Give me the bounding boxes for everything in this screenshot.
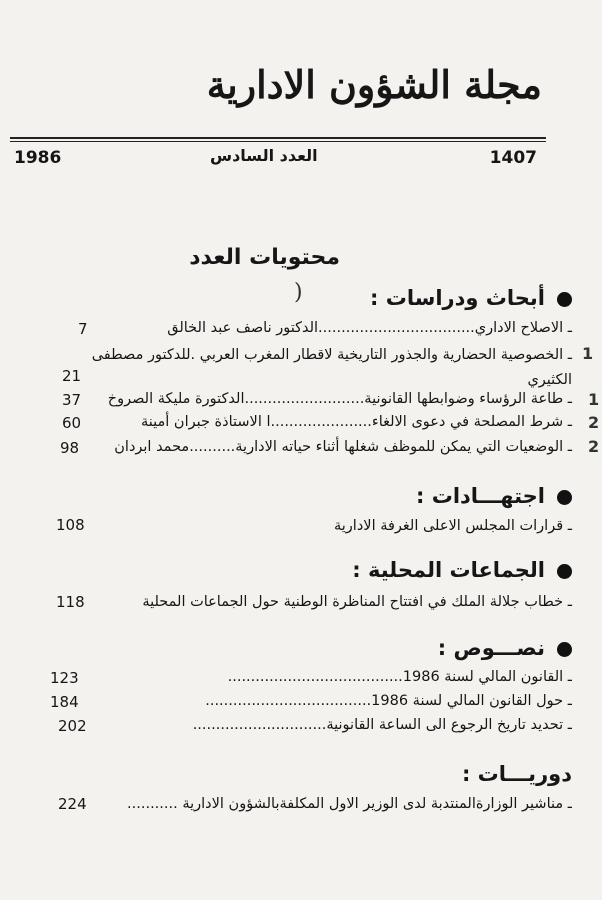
page-number: 118 (56, 593, 85, 611)
section-title: أبحاث ودراسات : (370, 286, 545, 310)
section-title: الجماعات المحلية : (352, 558, 545, 582)
page-number: 60 (62, 414, 82, 432)
section-jurisprudence (416, 484, 572, 508)
header-rule-bottom (10, 141, 546, 142)
section-periodicals (462, 762, 572, 786)
bullet-icon (557, 490, 572, 505)
section-research (370, 286, 572, 310)
section-title: نصـــوص : (437, 636, 545, 660)
toc-entry: ـ قرارات المجلس الاعلى الغرفة الادارية (334, 518, 572, 534)
page-number: 123 (50, 669, 79, 687)
issue-number: العدد السادس (210, 146, 318, 165)
year-hijri: 1407 (489, 148, 537, 168)
toc-entry: ـ تحديد تاريخ الرجوع الى الساعة القانونية............................. (192, 717, 572, 733)
section-title: اجتهـــادات : (416, 484, 545, 508)
toc-entry: ـ الخصوصية الحضارية والجذور التاريخية لاقطار المغرب العربي .للدكتور مصطفى (91, 347, 572, 363)
margin-mark: 2 (588, 413, 600, 432)
toc-entry: ـ حول القانون المالي لسنة 1986.................................... (205, 693, 572, 709)
page-number: 37 (62, 391, 82, 409)
page-number: 224 (58, 795, 87, 813)
toc-entry: ـ طاعة الرؤساء وضوابطها القانونية..........................الدكتورة مليكة الصروخ (107, 391, 572, 407)
page-number: 184 (50, 693, 79, 711)
toc-entry: ـ الوضعيات التي يمكن للموظف شغلها أثناء حياته الادارية..........محمد ابردان (114, 439, 572, 455)
margin-mark: 2 (588, 437, 600, 456)
toc-entry-continuation: الكثيري (527, 372, 572, 388)
bullet-icon (557, 292, 572, 307)
page-number: 98 (60, 439, 80, 457)
toc-entry: ـ خطاب جلالة الملك في افتتاح المناظرة الوطنية حول الجماعات المحلية (142, 594, 572, 610)
toc-entry: ـ شرط المصلحة في دعوى الالغاء......................ا الاستاذة جبران أمينة (141, 414, 572, 430)
margin-mark: 1 (582, 344, 594, 363)
toc-title: محتويات العدد (189, 245, 340, 270)
year-gregorian: 1986 (14, 148, 62, 168)
section-title: دوريـــات : (461, 762, 572, 786)
journal-title: مجلة الشؤون الادارية (206, 62, 542, 107)
toc-entry: ـ مناشير الوزارةالمنتدبة لدى الوزير الاول المكلفةبالشؤون الادارية ........... (127, 796, 572, 812)
toc-entry: ـ الاصلاح الاداري..................................الدكتور ناصف عبد الخالق (167, 320, 572, 336)
bullet-icon (557, 564, 572, 579)
section-local-communities (352, 558, 572, 582)
margin-mark: 1 (588, 390, 600, 409)
header-rule-top (10, 137, 546, 139)
toc-entry: ـ القانون المالي لسنة 1986...................................... (227, 669, 572, 685)
page-number: 202 (58, 717, 87, 735)
handwritten-mark: ) (294, 280, 303, 305)
page-number: 21 (62, 367, 82, 385)
section-texts (438, 636, 572, 660)
page-number: 7 (78, 320, 88, 338)
page-number: 108 (56, 516, 85, 534)
bullet-icon (557, 642, 572, 657)
